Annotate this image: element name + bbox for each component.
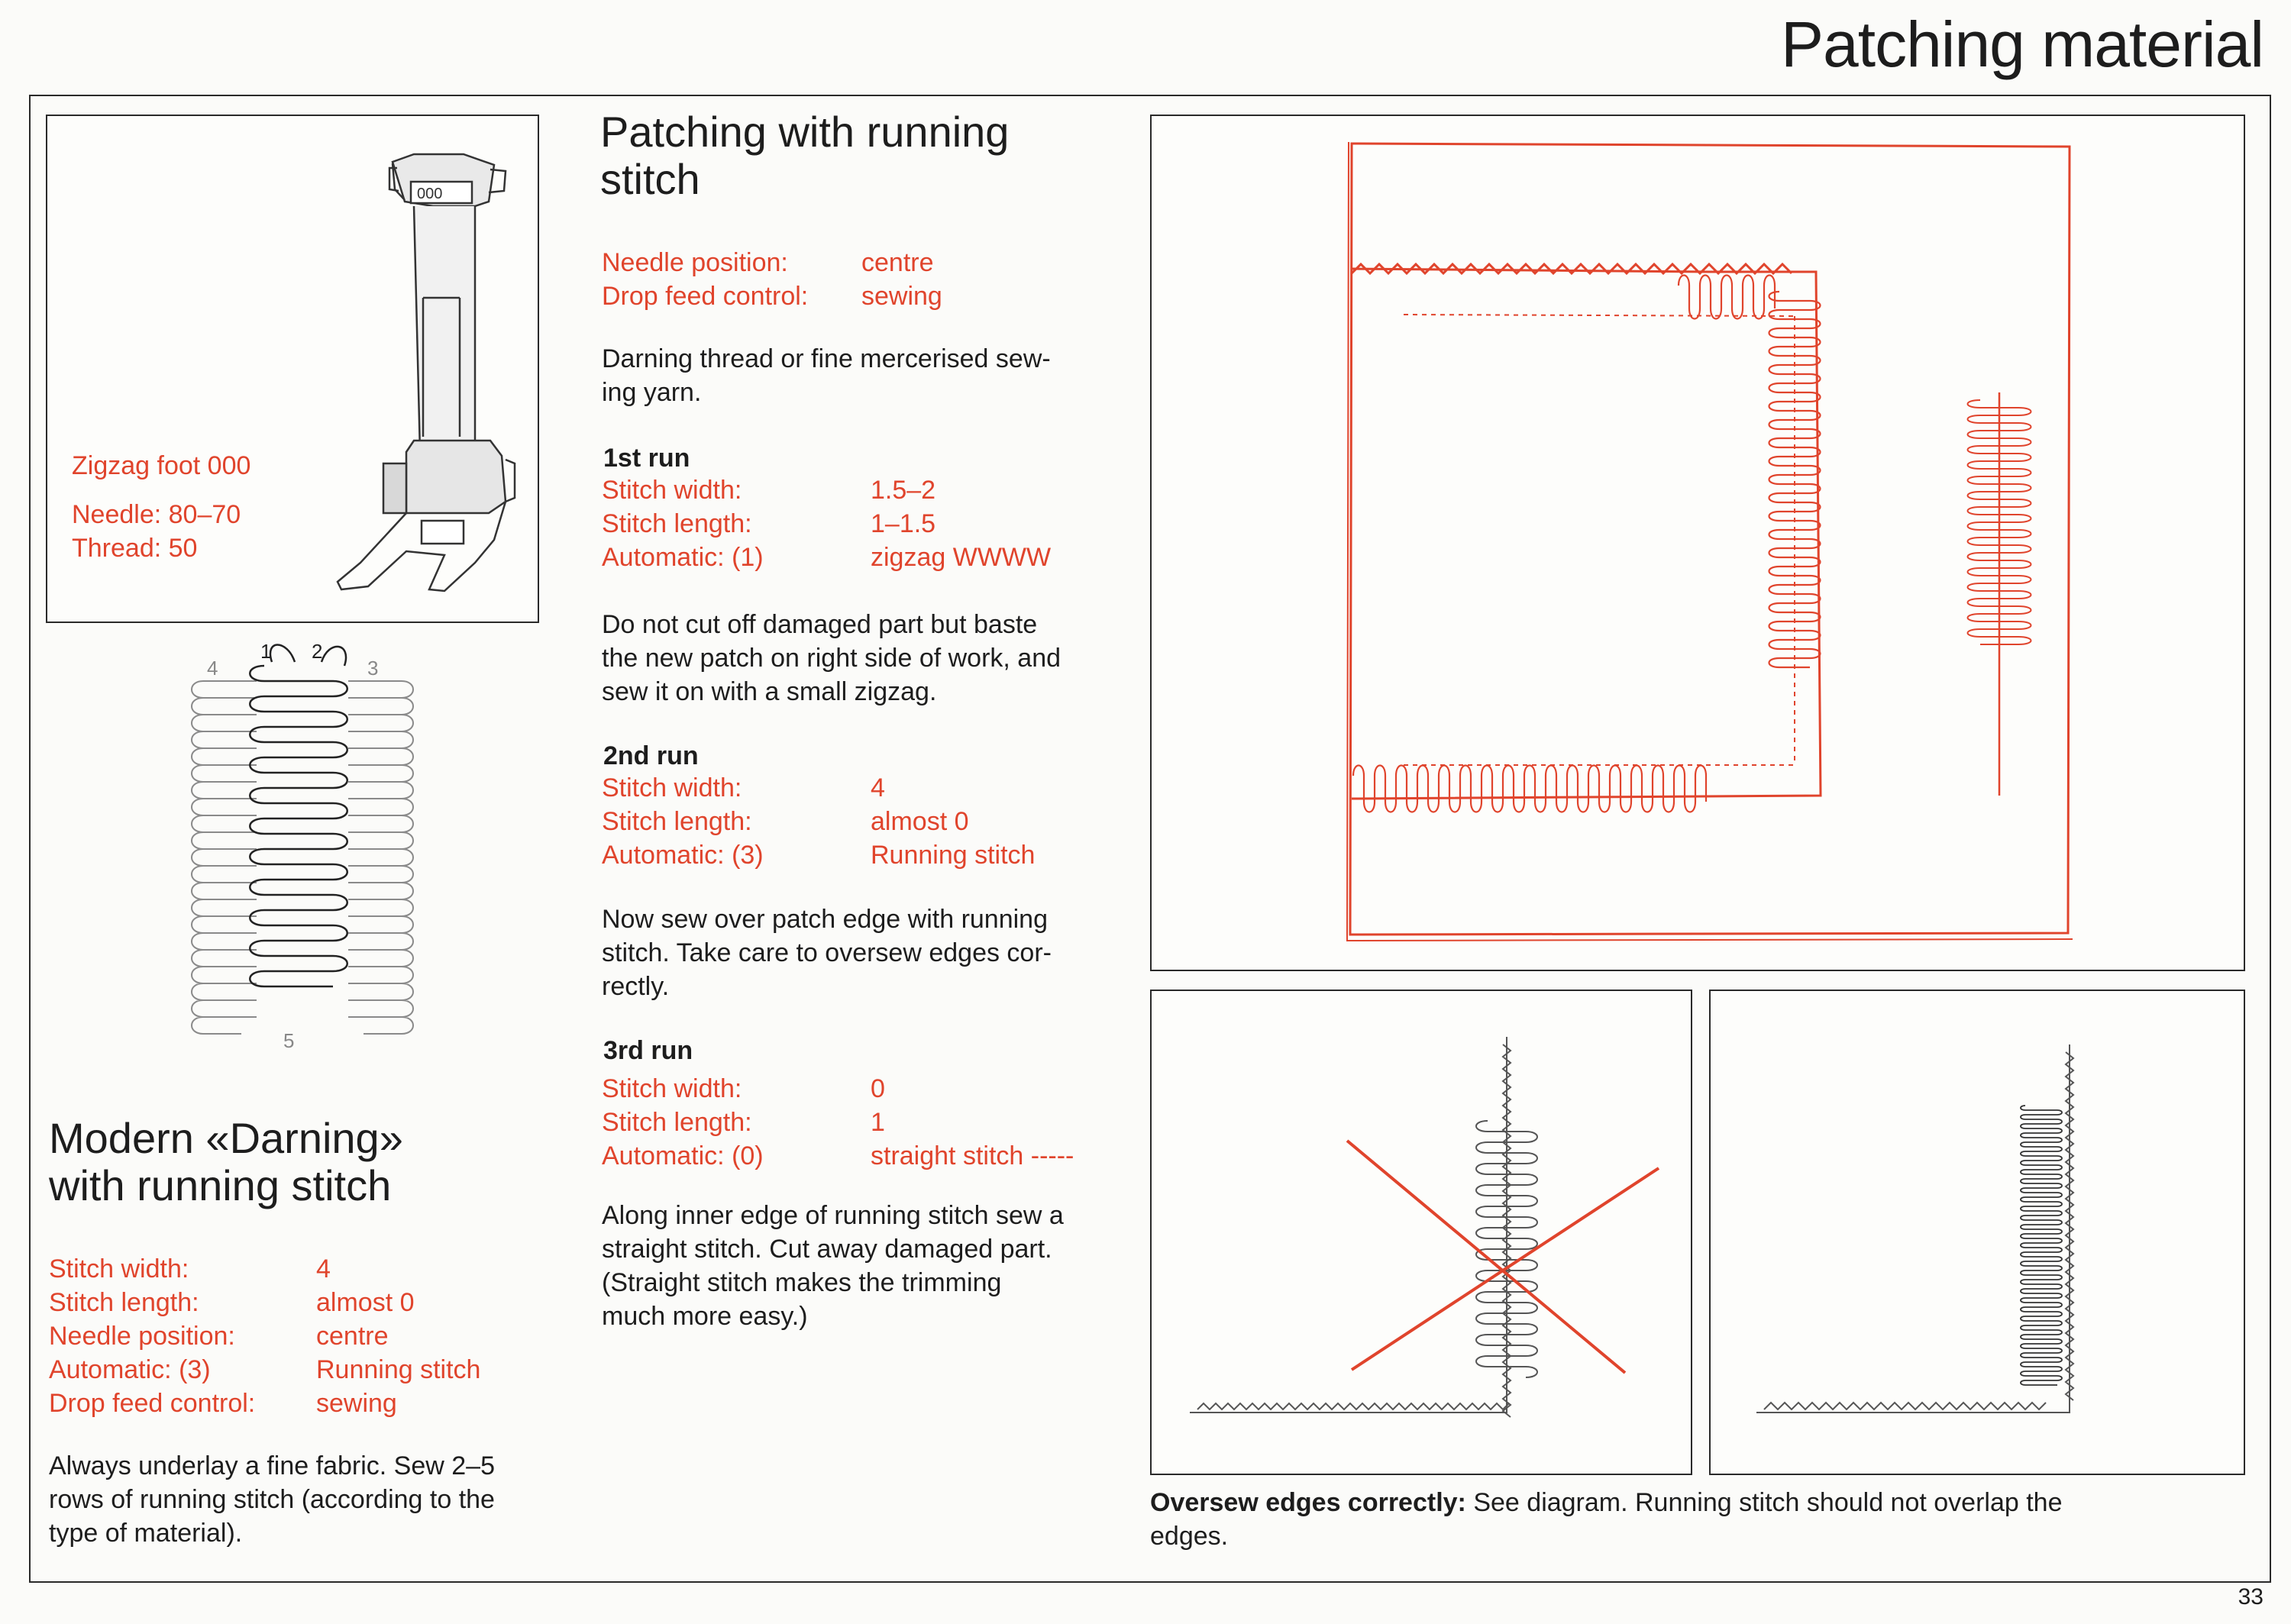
run-3-title: 3rd run [603,1036,693,1065]
needle-size: Needle: 80–70 [72,500,241,529]
correct-oversew-panel [1709,990,2245,1475]
foot-name: Zigzag foot 000 [72,451,251,480]
wrong-oversew-diagram [1152,991,1691,1474]
stitch-label-1: 1 [260,640,272,663]
patching-intro: Darning thread or fine mercerised sew- ing yarn. [602,344,1051,407]
setting-row: Automatic: (3) Running stitch [49,1355,481,1384]
setting-row: Stitch width: 4 [49,1254,331,1283]
setting-row: Drop feed control: sewing [602,282,942,311]
page-title: Patching material [1781,8,2264,80]
thread-size: Thread: 50 [72,534,198,563]
darning-note: Always underlay a fine fabric. Sew 2–5 rows of running stitch (according to the type of material). [49,1451,495,1548]
foot-marking: 000 [417,186,443,202]
correct-oversew-diagram [1711,991,2244,1474]
page-number: 33 [2238,1584,2264,1609]
presser-foot-panel [46,115,539,623]
run-3-text: Along inner edge of running stitch sew a straight stitch. Cut away damaged part. (Straight stitch makes the trimming much more easy.) [602,1201,1064,1331]
patching-title: Patching with running stitch [600,108,1010,203]
wrong-oversew-panel [1150,990,1692,1475]
running-stitch-diagram [180,635,425,1063]
stitch-label-5: 5 [283,1029,295,1052]
darning-settings [49,1252,480,1420]
patch-illustration-panel [1150,115,2245,971]
run-1-settings: Stitch width: 1.5–2 Stitch length: 1–1.5 Automatic: (1) zigzag WWWW [602,476,1052,572]
setting-row: Drop feed control: sewing [49,1389,397,1418]
setting-row: Stitch length: almost 0 [49,1288,415,1317]
stitch-label-2: 2 [312,640,323,663]
run-1-title: 1st run [603,444,690,473]
caption-bold: Oversew edges correctly: [1150,1488,1466,1517]
setting-row: Needle position: centre [49,1322,389,1351]
oversew-caption: Oversew edges correctly: See diagram. Running stitch should not overlap the edges. [1150,1488,2063,1551]
run-1-text: Do not cut off damaged part but baste the new patch on right side of work, and sew it on with a small zigzag. [602,610,1061,706]
darning-title: Modern «Darning» with running stitch [49,1114,403,1209]
stitch-label-3: 3 [367,657,379,680]
setting-row: Needle position: centre [602,248,934,277]
patch-illustration [1152,116,2244,970]
patching-settings [602,246,942,313]
zigzag-foot-illustration [47,116,538,622]
run-3-settings: Stitch width: 0 Stitch length: 1 Automatic: (0) straight stitch ----- [602,1074,1074,1170]
run-2-title: 2nd run [603,741,699,770]
stitch-label-4: 4 [207,657,218,680]
run-2-text: Now sew over patch edge with running stitch. Take care to oversew edges cor- rectly. [602,905,1052,1001]
run-2-settings: Stitch width: 4 Stitch length: almost 0 Automatic: (3) Running stitch [602,773,1036,870]
